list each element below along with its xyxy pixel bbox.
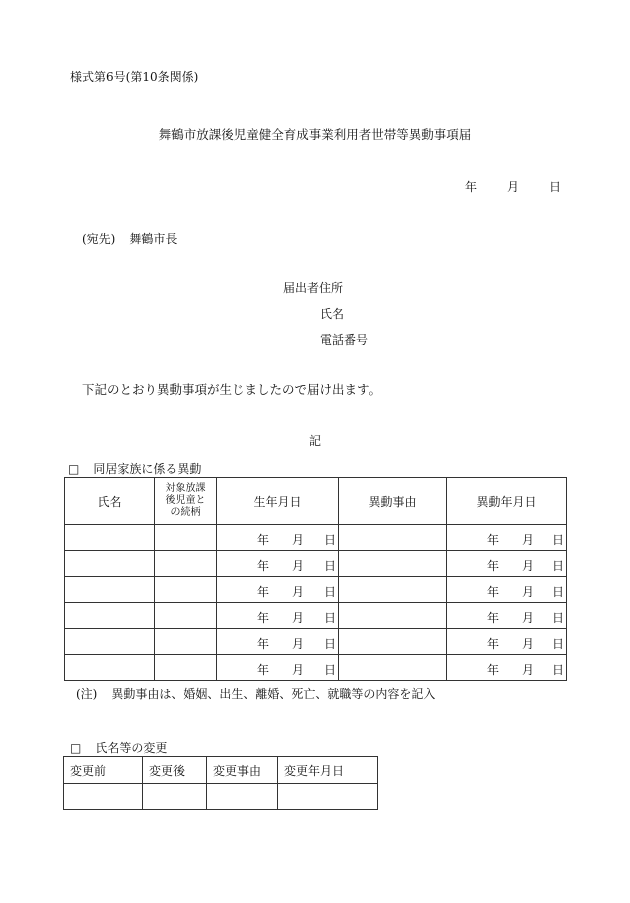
relation-header-line: 後児童と xyxy=(165,495,206,506)
reason-cell[interactable] xyxy=(339,629,447,655)
column-header-birth-date: 生年月日 xyxy=(217,478,339,525)
birth-date-cell[interactable] xyxy=(217,629,339,655)
family-change-checkbox[interactable]: □ xyxy=(68,462,80,476)
day-unit: 日 xyxy=(323,585,336,599)
month-unit: 月 xyxy=(522,533,535,547)
change-date-cell[interactable] xyxy=(447,577,567,603)
date-day-label: 日 xyxy=(549,180,562,194)
day-unit: 日 xyxy=(551,559,564,573)
reason-cell[interactable] xyxy=(339,525,447,551)
birth-date-cell[interactable] xyxy=(217,603,339,629)
name-cell[interactable] xyxy=(65,525,155,551)
change-date-cell[interactable] xyxy=(447,551,567,577)
reason-cell[interactable] xyxy=(339,551,447,577)
reason-cell[interactable] xyxy=(207,784,278,810)
year-unit: 年 xyxy=(487,611,500,625)
day-unit: 日 xyxy=(551,663,564,677)
relation-cell[interactable] xyxy=(155,603,217,629)
relation-header-line: の続柄 xyxy=(170,507,201,518)
year-unit: 年 xyxy=(257,637,270,651)
year-unit: 年 xyxy=(487,637,500,651)
table-row xyxy=(65,629,567,655)
table-row xyxy=(64,784,378,810)
day-unit: 日 xyxy=(323,559,336,573)
month-unit: 月 xyxy=(522,611,535,625)
column-header-date: 変更年月日 xyxy=(278,757,378,784)
name-change-checkbox[interactable]: □ xyxy=(70,741,82,755)
reason-cell[interactable] xyxy=(339,655,447,681)
day-unit: 日 xyxy=(323,611,336,625)
table-row xyxy=(65,551,567,577)
year-unit: 年 xyxy=(257,585,270,599)
month-unit: 月 xyxy=(292,663,305,677)
column-header-change-date: 異動年月日 xyxy=(447,478,567,525)
table-row xyxy=(65,577,567,603)
applicant-phone-label: 電話番号 xyxy=(320,333,369,347)
relation-cell[interactable] xyxy=(155,655,217,681)
column-header-before: 変更前 xyxy=(64,757,143,784)
submission-date xyxy=(465,178,561,195)
record-heading: 記 xyxy=(308,434,321,448)
family-change-heading xyxy=(68,460,201,477)
month-unit: 月 xyxy=(522,559,535,573)
day-unit: 日 xyxy=(551,533,564,547)
table-header-row xyxy=(64,757,378,784)
family-change-heading-text: 同居家族に係る異動 xyxy=(93,462,202,476)
birth-date-cell[interactable] xyxy=(217,551,339,577)
year-unit: 年 xyxy=(257,611,270,625)
month-unit: 月 xyxy=(522,663,535,677)
table-header-row xyxy=(65,478,567,525)
note-prefix: (注) xyxy=(76,687,98,701)
day-unit: 日 xyxy=(551,611,564,625)
month-unit: 月 xyxy=(292,585,305,599)
date-cell[interactable] xyxy=(278,784,378,810)
name-cell[interactable] xyxy=(65,577,155,603)
change-date-cell[interactable] xyxy=(447,655,567,681)
birth-date-cell[interactable] xyxy=(217,655,339,681)
year-unit: 年 xyxy=(487,663,500,677)
month-unit: 月 xyxy=(292,533,305,547)
birth-date-cell[interactable] xyxy=(217,577,339,603)
form-number: 様式第6号(第10条関係) xyxy=(70,70,199,84)
name-cell[interactable] xyxy=(65,603,155,629)
note-text: 異動事由は、婚姻、出生、離婚、死亡、就職等の内容を記入 xyxy=(111,687,436,701)
relation-header-line: 対象放課 xyxy=(165,483,206,494)
month-unit: 月 xyxy=(292,637,305,651)
table-row xyxy=(65,655,567,681)
name-change-table xyxy=(63,756,378,810)
column-header-reason: 異動事由 xyxy=(339,478,447,525)
day-unit: 日 xyxy=(323,663,336,677)
month-unit: 月 xyxy=(522,585,535,599)
applicant-name-label: 氏名 xyxy=(320,307,345,321)
column-header-after: 変更後 xyxy=(143,757,207,784)
addressee xyxy=(82,230,177,247)
change-date-cell[interactable] xyxy=(447,603,567,629)
month-unit: 月 xyxy=(522,637,535,651)
applicant-address-label: 届出者住所 xyxy=(283,281,344,295)
year-unit: 年 xyxy=(487,533,500,547)
day-unit: 日 xyxy=(551,637,564,651)
name-change-heading xyxy=(70,739,167,756)
reason-cell[interactable] xyxy=(339,603,447,629)
column-header-reason: 変更事由 xyxy=(207,757,278,784)
change-date-cell[interactable] xyxy=(447,629,567,655)
after-cell[interactable] xyxy=(143,784,207,810)
year-unit: 年 xyxy=(257,533,270,547)
name-cell[interactable] xyxy=(65,551,155,577)
day-unit: 日 xyxy=(323,533,336,547)
date-month-label: 月 xyxy=(507,180,520,194)
column-header-name: 氏名 xyxy=(65,478,155,525)
relation-cell[interactable] xyxy=(155,577,217,603)
reason-cell[interactable] xyxy=(339,577,447,603)
document-title: 舞鶴市放課後児童健全育成事業利用者世帯等異動事項届 xyxy=(158,127,472,142)
month-unit: 月 xyxy=(292,559,305,573)
day-unit: 日 xyxy=(323,637,336,651)
addressee-prefix: (宛先) xyxy=(82,232,116,246)
name-cell[interactable] xyxy=(65,655,155,681)
addressee-name: 舞鶴市長 xyxy=(129,232,178,246)
notice-text: 下記のとおり異動事項が生じましたので届け出ます。 xyxy=(82,382,382,397)
month-unit: 月 xyxy=(292,611,305,625)
family-change-table xyxy=(64,477,567,681)
year-unit: 年 xyxy=(257,559,270,573)
birth-date-cell[interactable] xyxy=(217,525,339,551)
relation-cell[interactable] xyxy=(155,525,217,551)
column-header-relation xyxy=(155,478,217,525)
name-cell[interactable] xyxy=(65,629,155,655)
year-unit: 年 xyxy=(487,585,500,599)
before-cell[interactable] xyxy=(64,784,143,810)
date-year-label: 年 xyxy=(465,180,478,194)
relation-cell[interactable] xyxy=(155,629,217,655)
year-unit: 年 xyxy=(257,663,270,677)
year-unit: 年 xyxy=(487,559,500,573)
relation-cell[interactable] xyxy=(155,551,217,577)
day-unit: 日 xyxy=(551,585,564,599)
change-date-cell[interactable] xyxy=(447,525,567,551)
name-change-heading-text: 氏名等の変更 xyxy=(95,741,168,755)
table-row xyxy=(65,603,567,629)
family-change-note xyxy=(76,685,435,702)
table-row xyxy=(65,525,567,551)
